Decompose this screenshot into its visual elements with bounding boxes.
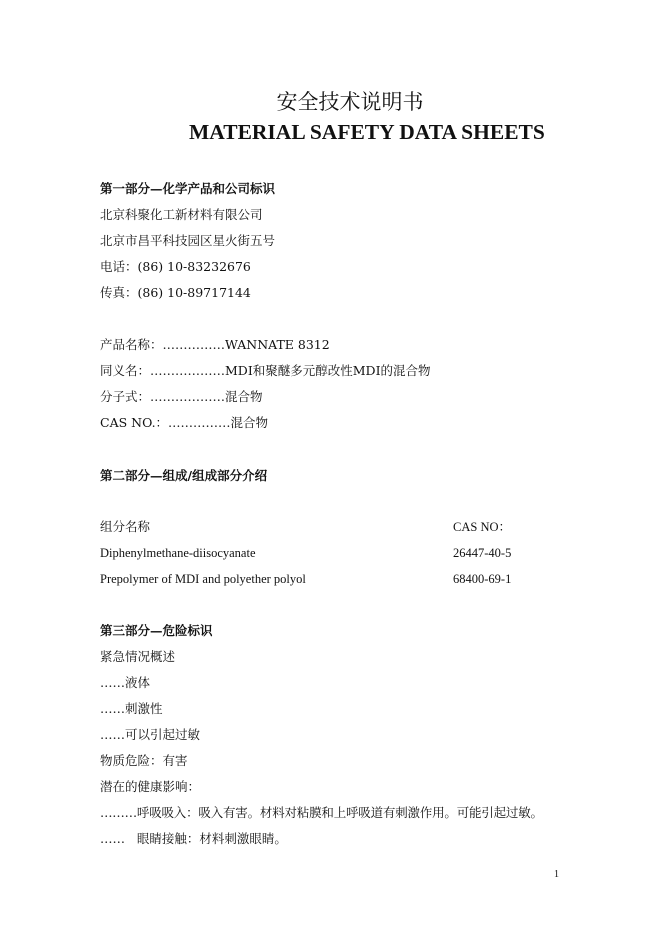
section3-heading: 第三部分—危险标识 (100, 623, 213, 638)
eye-contact-effect: …… 眼睛接触：材料刺激眼睛。 (100, 831, 287, 846)
hazard-item: ……刺激性 (100, 701, 163, 716)
component-row-name: Prepolymer of MDI and polyether polyol (100, 572, 306, 586)
product-name: 产品名称：……………WANNATE 8312 (100, 337, 330, 352)
company-fax: 传真：(86) 10-89717144 (100, 285, 251, 300)
component-row-cas: 26447-40-5 (453, 546, 512, 560)
inhalation-effect: ………呼吸吸入：吸入有害。材料对粘膜和上呼吸道有刺激作用。可能引起过敏。 (100, 805, 543, 820)
company-address: 北京市昌平科技园区星火街五号 (100, 233, 276, 248)
product-formula: 分子式：………………混合物 (100, 389, 263, 404)
section2-heading: 第二部分—组成/组成部分介绍 (100, 468, 268, 483)
emergency-overview: 紧急情况概述 (100, 649, 176, 664)
product-synonym: 同义名：………………MDI和聚醚多元醇改性MDI的混合物 (100, 363, 431, 378)
hazard-item: ……可以引起过敏 (100, 727, 201, 742)
title-chinese (0, 86, 662, 116)
health-effects: 潜在的健康影响： (100, 779, 201, 794)
hazard-item: ……液体 (100, 675, 151, 690)
title-chinese-text: 安全技术说明书 (276, 90, 424, 114)
material-hazard: 物质危险：有害 (100, 753, 188, 768)
component-row-name: Diphenylmethane-diisocyanate (100, 546, 256, 560)
title-english: MATERIAL SAFETY DATA SHEETS (189, 120, 545, 144)
page-number: 1 (554, 869, 559, 880)
component-cas-header: CAS NO： (453, 520, 511, 534)
component-name-header: 组分名称 (100, 519, 151, 534)
product-cas: CAS NO.：……………混合物 (100, 415, 269, 430)
section1-heading: 第一部分—化学产品和公司标识 (100, 181, 276, 196)
company-phone: 电话：(86) 10-83232676 (100, 259, 251, 274)
component-row-cas: 68400-69-1 (453, 572, 512, 586)
company-name: 北京科聚化工新材料有限公司 (100, 207, 263, 222)
